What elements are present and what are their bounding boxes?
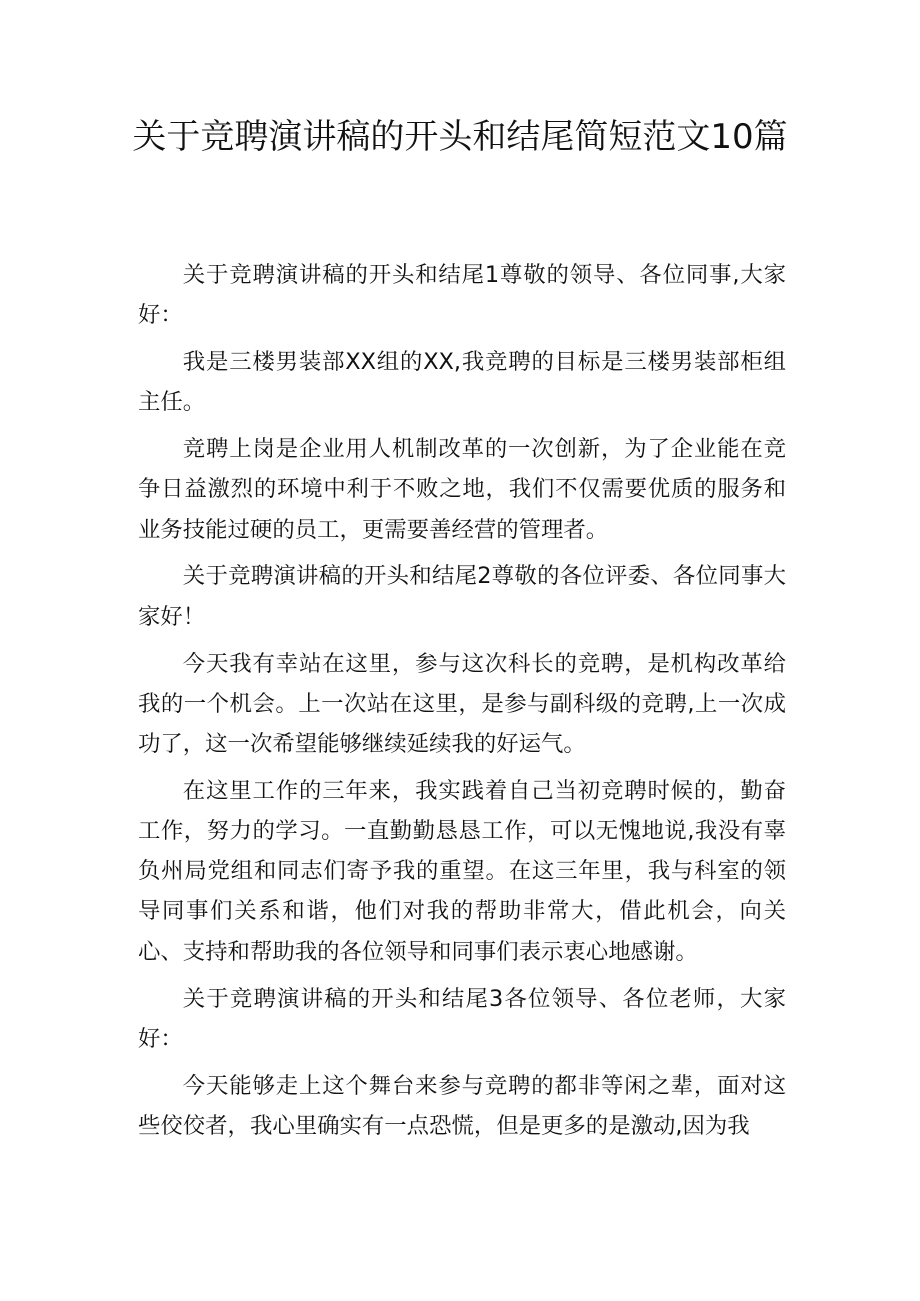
paragraph: 在这里工作的三年来，我实践着自己当初竞聘时候的，勤奋工作，努力的学习。一直勤勤恳恳工作，可以无愧地说,我没有辜负州局党组和同志们寄予我的重望。在这三年里，我与科室的领导同事们关系和谐，他们对我的帮助非常大，借此机会，向关心、支持和帮助我的各位领导和同事们表示衷心地感谢。 (138, 777, 786, 965)
document-body (138, 255, 786, 1153)
document-title: 关于竞聘演讲稿的开头和结尾简短范文10篇 (132, 117, 788, 157)
paragraph: 关于竞聘演讲稿的开头和结尾2尊敬的各位评委、各位同事大家好！ (138, 563, 786, 630)
paragraph: 关于竞聘演讲稿的开头和结尾3各位领导、各位老师，大家好： (138, 985, 786, 1052)
paragraph: 竞聘上岗是企业用人机制改革的一次创新，为了企业能在竞争日益激烈的环境中利于不败之地，我们不仅需要优质的服务和业务技能过硬的员工，更需要善经营的管理者。 (138, 436, 786, 543)
paragraph: 今天能够走上这个舞台来参与竞聘的都非等闲之辈，面对这些佼佼者，我心里确实有一点恐慌，但是更多的是激动,因为我 (138, 1072, 786, 1139)
paragraph: 我是三楼男装部XX组的XX,我竞聘的目标是三楼男装部柜组主任。 (138, 349, 786, 416)
paragraph: 关于竞聘演讲稿的开头和结尾1尊敬的领导、各位同事,大家好： (138, 262, 786, 329)
paragraph: 今天我有幸站在这里，参与这次科长的竞聘，是机构改革给我的一个机会。上一次站在这里，是参与副科级的竞聘,上一次成功了，这一次希望能够继续延续我的好运气。 (138, 650, 786, 757)
